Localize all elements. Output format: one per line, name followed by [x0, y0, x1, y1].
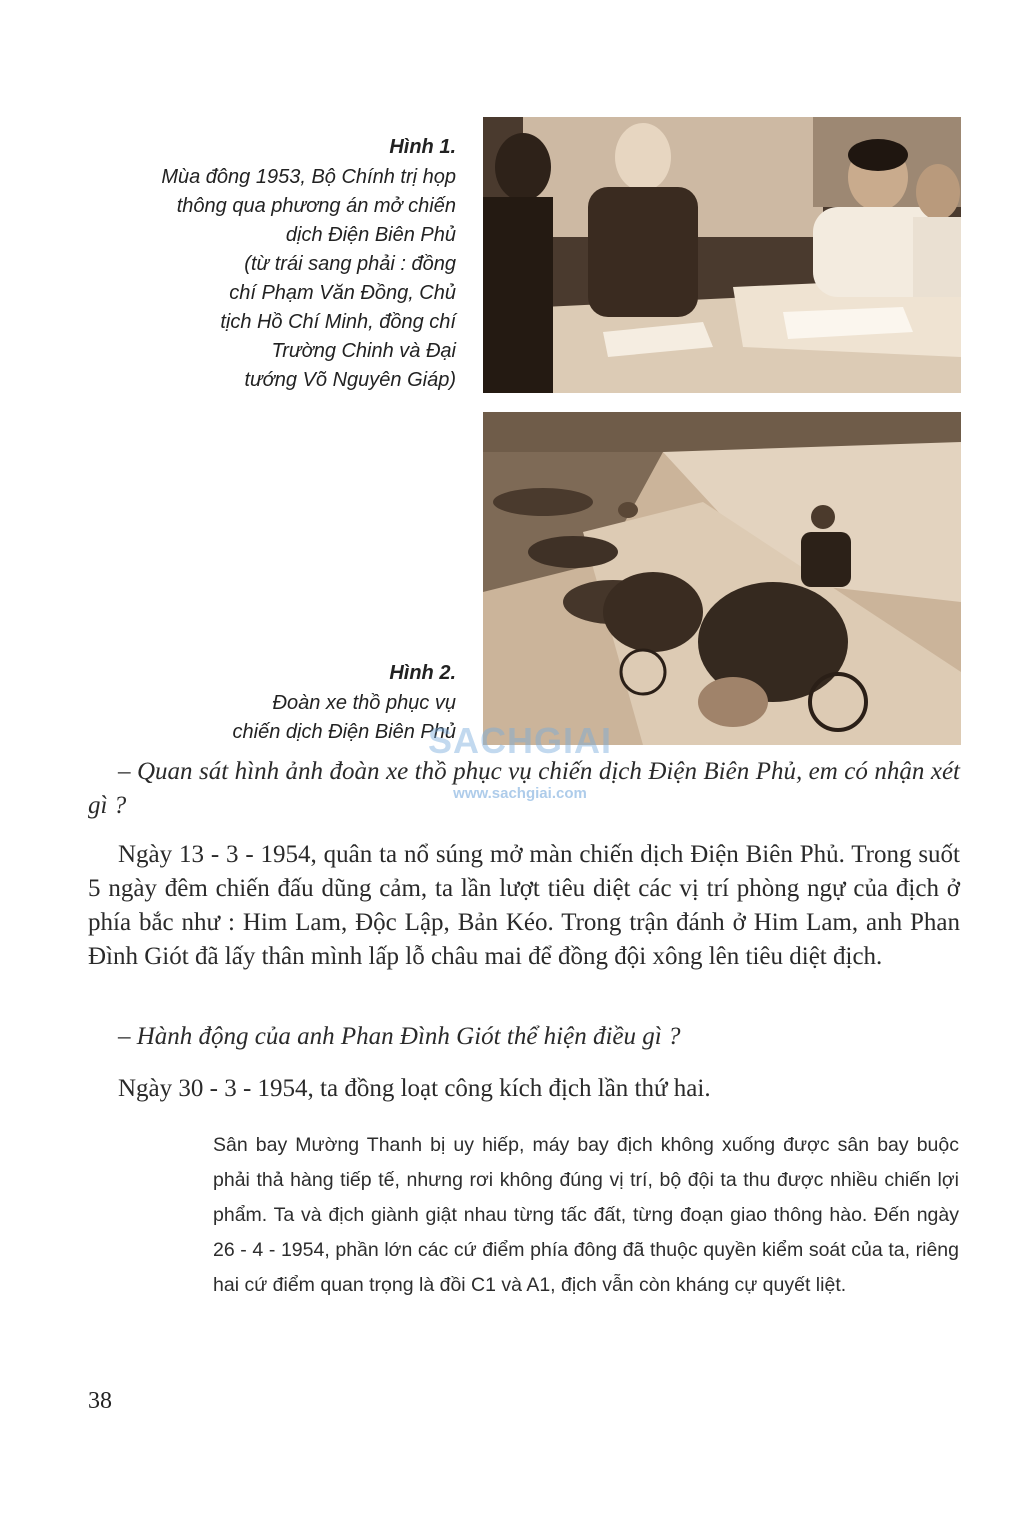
supplementary-text: Sân bay Mường Thanh bị uy hiếp, máy bay địch không xuống được sân bay buộc phải thả hàng tiếp tế, nhưng rơi không đúng vị trí, bộ đội ta thu được nhiều chiến lợi phẩm. Ta và địch giành giật nhau từng tấc đất, từng đoạn giao thông hào. Đến ngày 26 - 4 - 1954, phần lớn các cứ điểm phía đông đã thuộc quyền kiểm soát của ta, riêng hai cứ điểm quan trọng là đồi C1 và A1, địch vẫn còn kháng cự quyết liệt. [213, 1134, 959, 1296]
page-number: 38 [88, 1388, 112, 1414]
figure1-caption: Mùa đông 1953, Bộ Chính trị họp thông qua phương án mở chiến dịch Điện Biên Phủ (từ trái sang phải : đồng chí Phạm Văn Đồng, Chủ tịch Hồ Chí Minh, đồng chí Trường Chinh và Đại tướng Võ Nguyên Giáp) [161, 166, 456, 391]
figure2-photo [483, 412, 961, 745]
question-2: – Hành động của anh Phan Đình Giót thể hiện điều gì ? [118, 1023, 681, 1050]
watermark-url: www.sachgiai.com [453, 785, 587, 802]
paragraph-2: Ngày 30 - 3 - 1954, ta đồng loạt công kích địch lần thứ hai. [118, 1075, 711, 1102]
figure1-label: Hình 1. [389, 136, 456, 158]
paragraph-1: Ngày 13 - 3 - 1954, quân ta nổ súng mở màn chiến dịch Điện Biên Phủ. Trong suốt 5 ngày đêm chiến đấu dũng cảm, ta lần lượt tiêu diệt các vị trí phòng ngự của địch ở phía bắc như : Him Lam, Độc Lập, Bản Kéo. Trong trận đánh ở Him Lam, anh Phan Đình Giót đã lấy thân mình lấp lỗ châu mai để đồng đội xông lên tiêu diệt địch. [88, 841, 960, 970]
figure2-label: Hình 2. [389, 662, 456, 684]
figure1-photo [483, 117, 961, 393]
watermark-logo: SACHGIAI [427, 720, 612, 761]
figure2-caption: Đoàn xe thồ phục vụ chiến dịch Điện Biên Phủ [232, 692, 456, 743]
question-1: – Quan sát hình ảnh đoàn xe thồ phục vụ chiến dịch Điện Biên Phủ, em có nhận xét gì ? [88, 758, 960, 819]
